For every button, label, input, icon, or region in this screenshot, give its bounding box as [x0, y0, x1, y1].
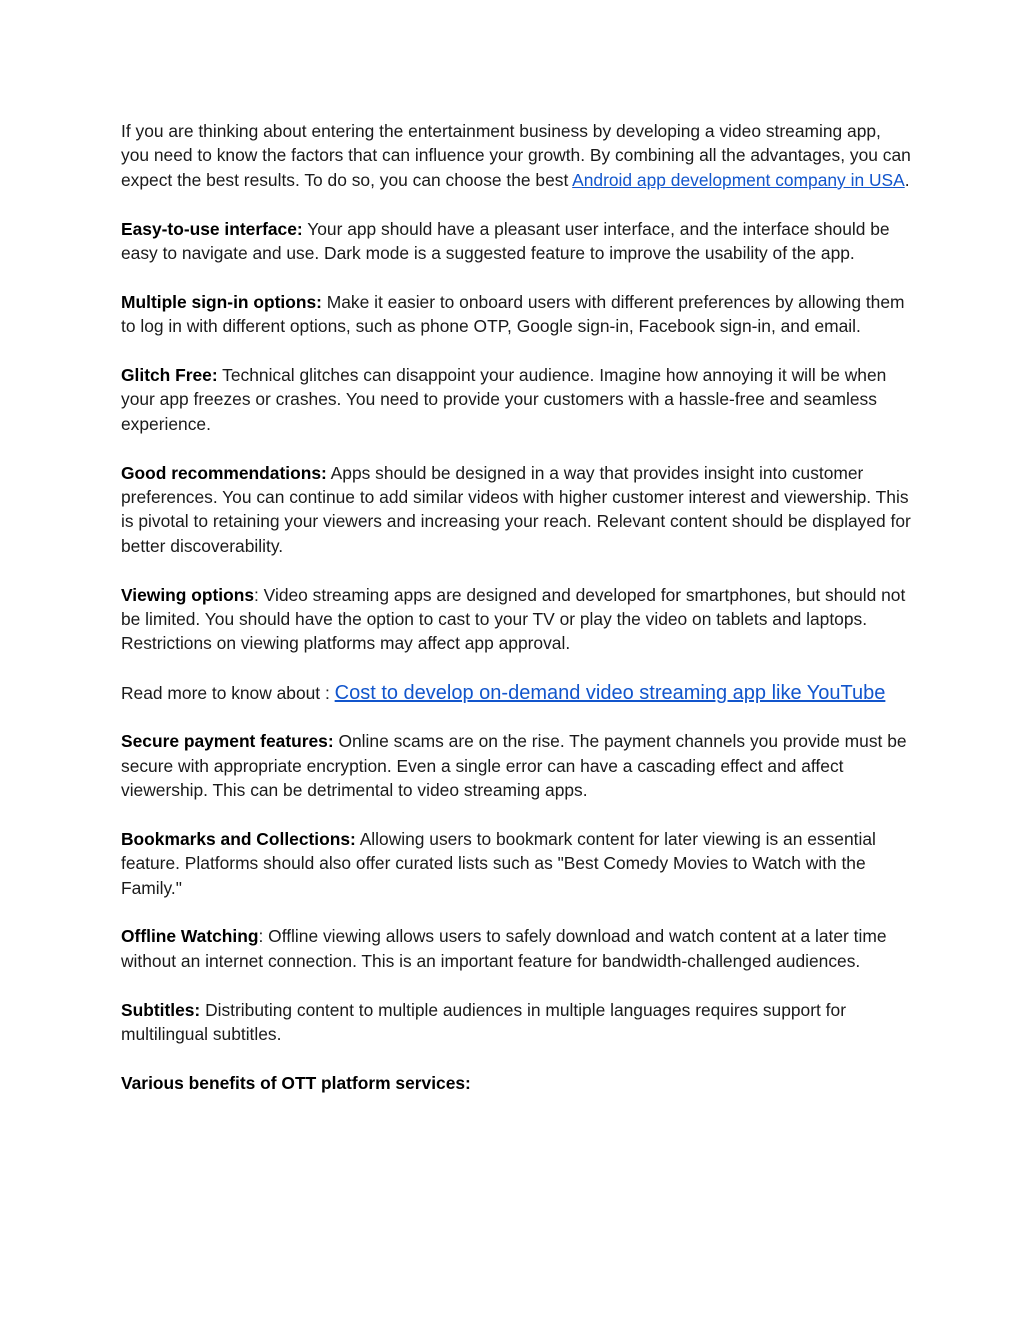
feature-title: Secure payment features:: [121, 731, 334, 752]
feature-text: Technical glitches can disappoint your audience. Imagine how annoying it will be when your app freezes or crashes. You need to provide your customers with a hassle-free and seamless experience.: [121, 365, 887, 434]
section-heading: [121, 1071, 911, 1095]
feature-text: Distributing content to multiple audiences in multiple languages requires support for multilingual subtitles.: [121, 999, 846, 1045]
feature-text: Apps should be designed in a way that provides insight into customer preferences. You can continue to add similar videos with higher customer interest and viewership. This is pivotal to retaining your viewers and increasing your reach. Relevant content should be displayed for better discoverability.: [121, 462, 911, 556]
feature-title: Subtitles:: [121, 999, 201, 1020]
feature-title: Good recommendations:: [121, 462, 327, 483]
feature-text: : Video streaming apps are designed and developed for smartphones, but should not be limited. You should have the option to cast to your TV or play the video on tablets and laptops. Restrictions on viewing platforms may affect app approval.: [121, 584, 906, 654]
intro-period: .: [904, 169, 910, 190]
feature-text: Make it easier to onboard users with different preferences by allowing them to log in with different options, such as phone OTP, Google sign-in, Facebook sign-in, and email.: [121, 291, 905, 337]
feature-title: Easy-to-use interface:: [121, 218, 303, 239]
feature-paragraph-secure-payment: [121, 729, 911, 802]
feature-title: Viewing options: [121, 584, 255, 605]
feature-text: : Offline viewing allows users to safely download and watch content at a later time without an internet connection. This is an important feature for bandwidth-challenged audiences.: [121, 926, 887, 971]
section-heading-text: Various benefits of OTT platform services:: [121, 1072, 471, 1093]
read-more-paragraph: [121, 680, 911, 706]
intro-paragraph: [121, 119, 911, 192]
android-app-development-link[interactable]: Android app development company in USA: [572, 169, 905, 190]
feature-paragraph-bookmarks: [121, 827, 911, 900]
feature-text: Allowing users to bookmark content for later viewing is an essential feature. Platforms should also offer curated lists such as "Best Comedy Movies to Watch with the Family.": [121, 828, 876, 898]
document-page: [121, 119, 911, 1095]
feature-title: Offline Watching: [121, 926, 259, 947]
feature-paragraph-subtitles: [121, 998, 911, 1047]
feature-title: Multiple sign-in options:: [121, 291, 322, 312]
feature-text: Online scams are on the rise. The payment channels you provide must be secure with appropriate encryption. Even a single error can have a cascading effect and affect viewership. This can be detrimental to video streaming apps.: [121, 731, 907, 801]
feature-paragraph-easy-to-use: [121, 217, 911, 266]
youtube-cost-link[interactable]: Cost to develop on-demand video streaming app like YouTube: [334, 682, 886, 705]
intro-text: If you are thinking about entering the entertainment business by developing a video streaming app, you need to know the factors that can influence your growth. By combining all the advantages, you can expect the best results. To do so, you can choose the best: [121, 121, 911, 190]
feature-title: Glitch Free:: [121, 365, 218, 386]
feature-paragraph-glitch-free: [121, 363, 911, 436]
feature-text: Your app should have a pleasant user interface, and the interface should be easy to navigate and use. Dark mode is a suggested feature to improve the usability of the app.: [121, 218, 890, 264]
read-more-label: Read more to know about :: [121, 683, 335, 704]
feature-paragraph-sign-in: [121, 290, 911, 339]
feature-paragraph-viewing-options: [121, 583, 911, 656]
feature-paragraph-offline: [121, 924, 911, 973]
feature-paragraph-recommendations: [121, 461, 911, 559]
feature-title: Bookmarks and Collections:: [121, 828, 356, 849]
